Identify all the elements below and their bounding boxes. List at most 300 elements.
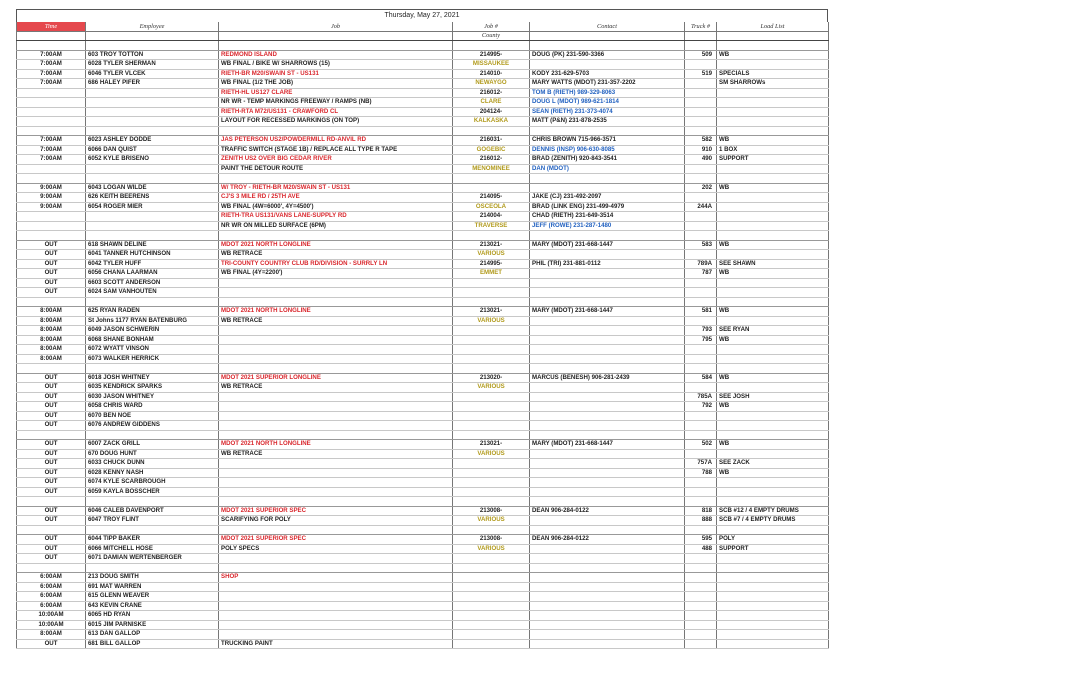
cell-time: 6:00AM [17, 592, 86, 602]
cell-employee: 626 KEITH BEERENS [86, 193, 219, 203]
cell-job [219, 297, 453, 307]
cell-employee: 615 GLENN WEAVER [86, 592, 219, 602]
cell-time: 8:00AM [17, 335, 86, 345]
cell-job-number: EMMET [453, 269, 530, 279]
cell-time [17, 41, 86, 51]
cell-employee: 6059 KAYLA BOSSCHER [86, 487, 219, 497]
cell-time: OUT [17, 440, 86, 450]
cell-truck [685, 601, 717, 611]
cell-time: OUT [17, 535, 86, 545]
cell-load-list [717, 478, 829, 488]
table-row [17, 335, 829, 345]
cell-employee [86, 430, 219, 440]
cell-load-list [717, 449, 829, 459]
cell-truck [685, 221, 717, 231]
cell-load-list: SEE RYAN [717, 326, 829, 336]
cell-contact: BRAD (LINK ENG) 231-499-4979 [530, 202, 685, 212]
cell-contact [530, 620, 685, 630]
cell-job: POLY SPECS [219, 544, 453, 554]
cell-load-list [717, 383, 829, 393]
cell-job [219, 41, 453, 51]
cell-job-number: KALKASKA [453, 117, 530, 127]
cell-load-list: SEE ZACK [717, 459, 829, 469]
cell-load-list: WB [717, 136, 829, 146]
cell-job-number: 216012- [453, 88, 530, 98]
cell-truck [685, 630, 717, 640]
table-row [17, 639, 829, 649]
cell-contact [530, 316, 685, 326]
cell-job: SHOP [219, 573, 453, 583]
table-row [17, 354, 829, 364]
cell-job [219, 563, 453, 573]
cell-job [219, 497, 453, 507]
table-row [17, 582, 829, 592]
cell-contact: MARY WATTS (MDOT) 231-357-2202 [530, 79, 685, 89]
cell-employee [86, 212, 219, 222]
cell-time: 6:00AM [17, 601, 86, 611]
cell-load-list [717, 573, 829, 583]
cell-job-number [453, 573, 530, 583]
cell-time: OUT [17, 449, 86, 459]
cell-job-number [453, 335, 530, 345]
cell-time: OUT [17, 639, 86, 649]
cell-job: NR WR ON MILLED SURFACE (6PM) [219, 221, 453, 231]
cell-job-number: 214010- [453, 69, 530, 79]
cell-job-number: OSCEOLA [453, 202, 530, 212]
cell-job-number: 213008- [453, 535, 530, 545]
cell-truck: 818 [685, 506, 717, 516]
cell-truck: 910 [685, 145, 717, 155]
table-row [17, 630, 829, 640]
cell-employee: 6065 HD RYAN [86, 611, 219, 621]
cell-contact [530, 430, 685, 440]
cell-time: OUT [17, 240, 86, 250]
cell-job [219, 459, 453, 469]
cell-load-list [717, 620, 829, 630]
cell-employee: 6046 TYLER VLCEK [86, 69, 219, 79]
cell-contact [530, 250, 685, 260]
cell-job: TRI-COUNTY COUNTRY CLUB RD/DIVISION - SURRLY LN [219, 259, 453, 269]
cell-job: PAINT THE DETOUR ROUTE [219, 164, 453, 174]
cell-load-list [717, 126, 829, 136]
cell-employee: 6058 CHRIS WARD [86, 402, 219, 412]
cell-job-number: VARIOUS [453, 544, 530, 554]
cell-truck: 584 [685, 373, 717, 383]
cell-load-list [717, 554, 829, 564]
cell-truck [685, 164, 717, 174]
cell-time: 9:00AM [17, 202, 86, 212]
table-row [17, 126, 829, 136]
cell-job-number: 214095- [453, 193, 530, 203]
cell-truck [685, 383, 717, 393]
cell-time: 10:00AM [17, 620, 86, 630]
cell-contact [530, 582, 685, 592]
cell-job-number: TRAVERSE [453, 221, 530, 231]
table-row [17, 145, 829, 155]
cell-time: 8:00AM [17, 316, 86, 326]
cell-job-number [453, 468, 530, 478]
cell-truck: 788 [685, 468, 717, 478]
cell-time: 8:00AM [17, 326, 86, 336]
cell-employee [86, 126, 219, 136]
cell-job-number [453, 430, 530, 440]
cell-job: SCARIFYING FOR POLY [219, 516, 453, 526]
cell-contact [530, 468, 685, 478]
cell-job: W/ TROY - RIETH-BR M20/SWAIN ST - US131 [219, 183, 453, 193]
cell-job [219, 231, 453, 241]
cell-employee [86, 231, 219, 241]
cell-contact [530, 278, 685, 288]
cell-truck: 202 [685, 183, 717, 193]
cell-time: 7:00AM [17, 155, 86, 165]
cell-time: OUT [17, 269, 86, 279]
cell-time: 7:00AM [17, 79, 86, 89]
cell-time: 6:00AM [17, 573, 86, 583]
table-row [17, 240, 829, 250]
table-row [17, 202, 829, 212]
cell-job: RIETH-HL US127 CLARE [219, 88, 453, 98]
cell-truck [685, 497, 717, 507]
table-row [17, 193, 829, 203]
cell-contact: PHIL (TRI) 231-881-0112 [530, 259, 685, 269]
cell-job: RIETH-TRA US131/VANS LANE-SUPPLY RD [219, 212, 453, 222]
cell-time: OUT [17, 383, 86, 393]
cell-job [219, 392, 453, 402]
cell-time: 8:00AM [17, 630, 86, 640]
cell-job-number [453, 288, 530, 298]
cell-load-list [717, 250, 829, 260]
cell-time: OUT [17, 459, 86, 469]
cell-job: MDOT 2021 NORTH LONGLINE [219, 240, 453, 250]
cell-job [219, 468, 453, 478]
table-row [17, 60, 829, 70]
cell-employee [86, 297, 219, 307]
cell-job-number [453, 487, 530, 497]
cell-truck [685, 639, 717, 649]
cell-employee: 643 KEVIN CRANE [86, 601, 219, 611]
cell-employee [86, 174, 219, 184]
cell-truck: 519 [685, 69, 717, 79]
cell-job-number: VARIOUS [453, 250, 530, 260]
cell-job [219, 411, 453, 421]
cell-truck [685, 345, 717, 355]
cell-load-list [717, 430, 829, 440]
cell-time [17, 497, 86, 507]
cell-job-number: CLARE [453, 98, 530, 108]
cell-load-list [717, 354, 829, 364]
schedule-sheet [16, 9, 828, 649]
cell-employee [86, 497, 219, 507]
cell-truck [685, 117, 717, 127]
cell-job: TRAFFIC SWITCH (STAGE 1B) / REPLACE ALL TYPE R TAPE [219, 145, 453, 155]
cell-job-number [453, 278, 530, 288]
cell-time [17, 231, 86, 241]
cell-contact [530, 516, 685, 526]
cell-time [17, 364, 86, 374]
cell-job-number: NEWAYGO [453, 79, 530, 89]
cell-employee: 670 DOUG HUNT [86, 449, 219, 459]
cell-contact: MATT (P&N) 231-878-2535 [530, 117, 685, 127]
cell-employee: 6052 KYLE BRISENO [86, 155, 219, 165]
table-row [17, 544, 829, 554]
cell-job-number [453, 630, 530, 640]
cell-load-list: 1 BOX [717, 145, 829, 155]
table-row [17, 231, 829, 241]
cell-job: RIETH-BR M20/SWAIN ST - US131 [219, 69, 453, 79]
cell-employee: 6030 JASON WHITNEY [86, 392, 219, 402]
cell-time: 8:00AM [17, 307, 86, 317]
cell-job [219, 430, 453, 440]
cell-load-list [717, 630, 829, 640]
cell-time: OUT [17, 411, 86, 421]
header-county: County [453, 31, 530, 41]
cell-time: OUT [17, 506, 86, 516]
table-row [17, 554, 829, 564]
cell-load-list [717, 592, 829, 602]
cell-truck: 244A [685, 202, 717, 212]
cell-truck [685, 487, 717, 497]
table-row [17, 364, 829, 374]
cell-contact [530, 288, 685, 298]
cell-job-number [453, 364, 530, 374]
cell-time [17, 88, 86, 98]
cell-job [219, 354, 453, 364]
cell-load-list: SM SHARROWs [717, 79, 829, 89]
table-row [17, 421, 829, 431]
cell-load-list [717, 117, 829, 127]
cell-job-number: 213021- [453, 307, 530, 317]
cell-truck [685, 88, 717, 98]
cell-time: OUT [17, 421, 86, 431]
cell-truck [685, 573, 717, 583]
cell-load-list [717, 563, 829, 573]
cell-load-list: SEE JOSH [717, 392, 829, 402]
table-row [17, 430, 829, 440]
cell-job [219, 592, 453, 602]
cell-load-list: WB [717, 240, 829, 250]
table-row [17, 449, 829, 459]
cell-job-number [453, 297, 530, 307]
table-row [17, 392, 829, 402]
cell-contact: MARY (MDOT) 231-668-1447 [530, 240, 685, 250]
cell-contact: SEAN (RIETH) 231-373-4074 [530, 107, 685, 117]
cell-job-number [453, 639, 530, 649]
cell-truck [685, 525, 717, 535]
cell-job-number: VARIOUS [453, 383, 530, 393]
cell-truck [685, 611, 717, 621]
cell-job-number [453, 354, 530, 364]
cell-truck: 785A [685, 392, 717, 402]
cell-contact [530, 231, 685, 241]
cell-load-list [717, 231, 829, 241]
cell-employee: 6066 MITCHELL HOSE [86, 544, 219, 554]
cell-contact: JAKE (CJ) 231-492-2097 [530, 193, 685, 203]
cell-contact [530, 383, 685, 393]
cell-load-list [717, 345, 829, 355]
cell-job-number [453, 525, 530, 535]
cell-job: MDOT 2021 SUPERIOR SPEC [219, 535, 453, 545]
cell-employee: 6047 TROY FLINT [86, 516, 219, 526]
cell-contact [530, 354, 685, 364]
cell-job [219, 345, 453, 355]
cell-job [219, 554, 453, 564]
cell-job [219, 402, 453, 412]
cell-load-list: WB [717, 50, 829, 60]
cell-job-number [453, 421, 530, 431]
cell-contact: MARCUS (BENESH) 906-281-2439 [530, 373, 685, 383]
cell-time: OUT [17, 516, 86, 526]
cell-load-list [717, 421, 829, 431]
table-row [17, 478, 829, 488]
cell-contact [530, 601, 685, 611]
table-row [17, 525, 829, 535]
cell-job-number [453, 592, 530, 602]
table-row [17, 497, 829, 507]
table-row [17, 326, 829, 336]
cell-job: ZENITH US2 OVER BIG CEDAR RIVER [219, 155, 453, 165]
cell-job-number [453, 611, 530, 621]
cell-load-list [717, 174, 829, 184]
table-row [17, 611, 829, 621]
cell-contact: CHAD (RIETH) 231-649-3514 [530, 212, 685, 222]
cell-contact [530, 573, 685, 583]
cell-truck: 502 [685, 440, 717, 450]
cell-job [219, 335, 453, 345]
cell-job: WB RETRACE [219, 449, 453, 459]
cell-truck: 581 [685, 307, 717, 317]
cell-employee: 6068 SHANE BONHAM [86, 335, 219, 345]
cell-employee [86, 88, 219, 98]
table-row [17, 383, 829, 393]
cell-employee [86, 41, 219, 51]
cell-job: REDMOND ISLAND [219, 50, 453, 60]
cell-time: OUT [17, 487, 86, 497]
cell-employee: 6028 TYLER SHERMAN [86, 60, 219, 70]
cell-job [219, 126, 453, 136]
cell-job: JAS PETERSON US2/POWDERMILL RD-ANVIL RD [219, 136, 453, 146]
cell-job-number [453, 497, 530, 507]
cell-job-number [453, 582, 530, 592]
cell-job [219, 601, 453, 611]
cell-time: 8:00AM [17, 345, 86, 355]
cell-contact [530, 554, 685, 564]
cell-load-list [717, 601, 829, 611]
schedule-table [16, 22, 829, 649]
cell-employee: 6024 SAM VANHOUTEN [86, 288, 219, 298]
cell-employee: 6041 TANNER HUTCHINSON [86, 250, 219, 260]
table-row [17, 592, 829, 602]
table-row [17, 601, 829, 611]
cell-load-list [717, 41, 829, 51]
cell-contact [530, 639, 685, 649]
cell-time: 9:00AM [17, 193, 86, 203]
table-row [17, 107, 829, 117]
cell-job-number [453, 231, 530, 241]
cell-truck: 490 [685, 155, 717, 165]
cell-truck: 793 [685, 326, 717, 336]
cell-contact: DOUG L (MDOT) 989-621-1814 [530, 98, 685, 108]
cell-load-list [717, 107, 829, 117]
table-row [17, 516, 829, 526]
cell-job [219, 278, 453, 288]
table-row [17, 620, 829, 630]
cell-job [219, 620, 453, 630]
cell-load-list: WB [717, 440, 829, 450]
cell-load-list: WB [717, 335, 829, 345]
cell-job-number: 213020- [453, 373, 530, 383]
cell-load-list [717, 164, 829, 174]
cell-job-number [453, 478, 530, 488]
cell-employee: 6074 KYLE SCARBROUGH [86, 478, 219, 488]
cell-job [219, 421, 453, 431]
cell-truck [685, 421, 717, 431]
cell-job-number: 214004- [453, 212, 530, 222]
cell-truck [685, 79, 717, 89]
cell-load-list: WB [717, 373, 829, 383]
cell-contact [530, 41, 685, 51]
table-row [17, 307, 829, 317]
cell-truck [685, 288, 717, 298]
cell-job: WB RETRACE [219, 250, 453, 260]
cell-truck [685, 98, 717, 108]
cell-contact [530, 544, 685, 554]
cell-time: OUT [17, 259, 86, 269]
table-row [17, 250, 829, 260]
cell-job-number [453, 126, 530, 136]
cell-time [17, 525, 86, 535]
cell-time [17, 212, 86, 222]
cell-job-number: GOGEBIC [453, 145, 530, 155]
cell-contact [530, 592, 685, 602]
cell-load-list [717, 60, 829, 70]
cell-load-list: POLY [717, 535, 829, 545]
header-row [17, 22, 829, 31]
cell-time: 8:00AM [17, 354, 86, 364]
cell-truck [685, 364, 717, 374]
cell-job: NR WR - TEMP MARKINGS FREEWAY / RAMPS (NB) [219, 98, 453, 108]
cell-job-number: 213021- [453, 440, 530, 450]
cell-employee: 213 DOUG SMITH [86, 573, 219, 583]
cell-load-list [717, 582, 829, 592]
cell-truck [685, 449, 717, 459]
table-row [17, 174, 829, 184]
cell-employee: 6049 JASON SCHWERIN [86, 326, 219, 336]
cell-job: MDOT 2021 NORTH LONGLINE [219, 307, 453, 317]
cell-load-list [717, 193, 829, 203]
cell-truck [685, 582, 717, 592]
cell-contact: MARY (MDOT) 231-668-1447 [530, 307, 685, 317]
cell-contact: DEAN 906-284-0122 [530, 535, 685, 545]
header-row-2 [17, 31, 829, 41]
cell-job-number [453, 174, 530, 184]
cell-time [17, 164, 86, 174]
table-row [17, 69, 829, 79]
table-row [17, 79, 829, 89]
cell-job-number [453, 345, 530, 355]
cell-time [17, 107, 86, 117]
cell-time: 7:00AM [17, 69, 86, 79]
table-row [17, 459, 829, 469]
header-contact: Contact [530, 22, 685, 31]
cell-job-number: 213008- [453, 506, 530, 516]
cell-truck [685, 107, 717, 117]
cell-truck [685, 297, 717, 307]
cell-job: WB FINAL (4Y=2200') [219, 269, 453, 279]
cell-time: 10:00AM [17, 611, 86, 621]
cell-job-number [453, 601, 530, 611]
cell-job [219, 525, 453, 535]
cell-time [17, 126, 86, 136]
